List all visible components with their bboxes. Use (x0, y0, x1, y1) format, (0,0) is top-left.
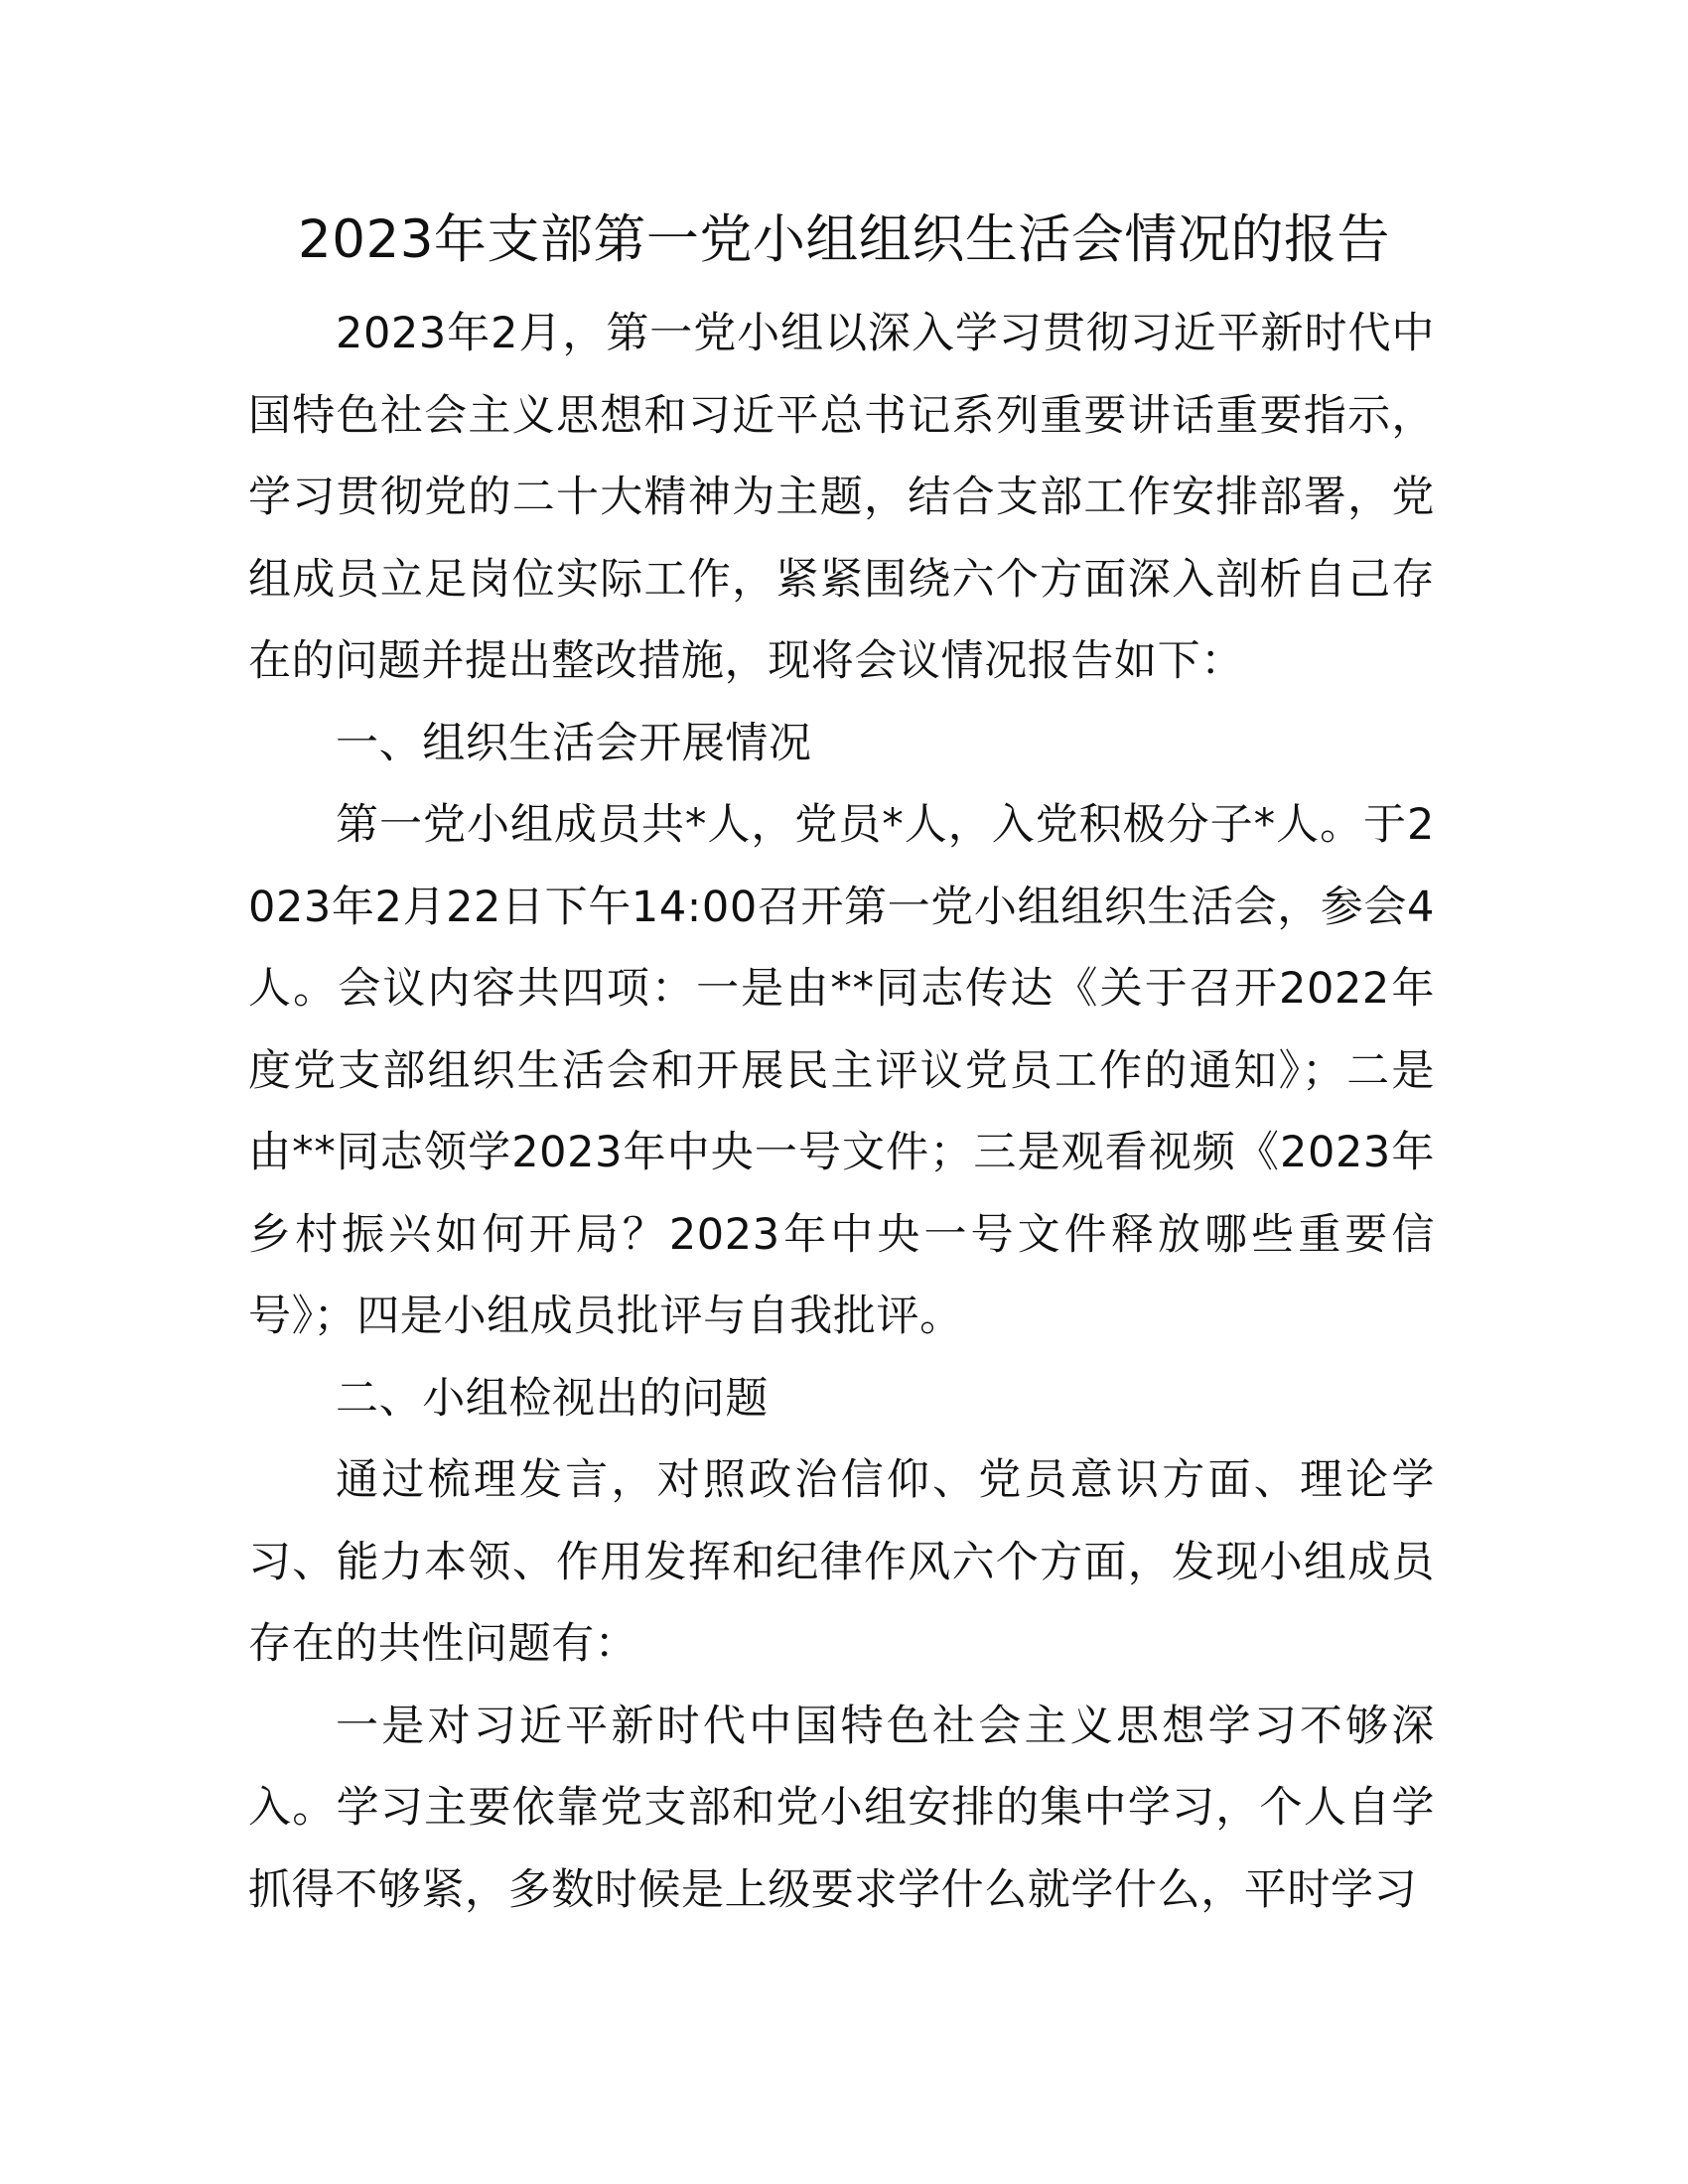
issues-intro-paragraph: 通过梳理发言，对照政治信仰、党员意识方面、理论学习、能力本领、作用发挥和纪律作风六个方面，发现小组成员存在的共性问题有： (248, 1455, 1435, 1669)
intro-paragraph: 2023年2月，第一党小组以深入学习贯彻习近平新时代中国特色社会主义思想和习近平总书记系列重要讲话重要指示，学习贯彻党的二十大精神为主题，结合支部工作安排部署，党组成员立足岗位实际工作，紧紧围绕六个方面深入剖析自己存在的问题并提出整改措施，现将会议情况报告如下： (248, 309, 1435, 686)
meeting-details-paragraph: 第一党小组成员共*人，党员*人，入党积极分子*人。于2023年2月22日下午14:00召开第一党小组组织生活会，参会4人。会议内容共四项：一是由**同志传达《关于召开2022年度党支部组织生活会和开展民主评议党员工作的通知》；二是由**同志领学2023年中央一号文件；三是观看视频《2023年乡村振兴如何开局？2023年中央一号文件释放哪些重要信号》；四是小组成员批评与自我批评。 (248, 800, 1435, 1341)
section-heading-2: 二、小组检视出的问题 (336, 1373, 769, 1424)
document-title: 2023年支部第一党小组组织生活会情况的报告 (298, 209, 1390, 270)
section-heading-1: 一、组织生活会开展情况 (336, 718, 812, 768)
document-body (248, 293, 1435, 1931)
issue-one-paragraph: 一是对习近平新时代中国特色社会主义思想学习不够深入。学习主要依靠党支部和党小组安排的集中学习，个人自学抓得不够紧，多数时候是上级要求学什么就学什么，平时学习 (248, 1701, 1435, 1915)
